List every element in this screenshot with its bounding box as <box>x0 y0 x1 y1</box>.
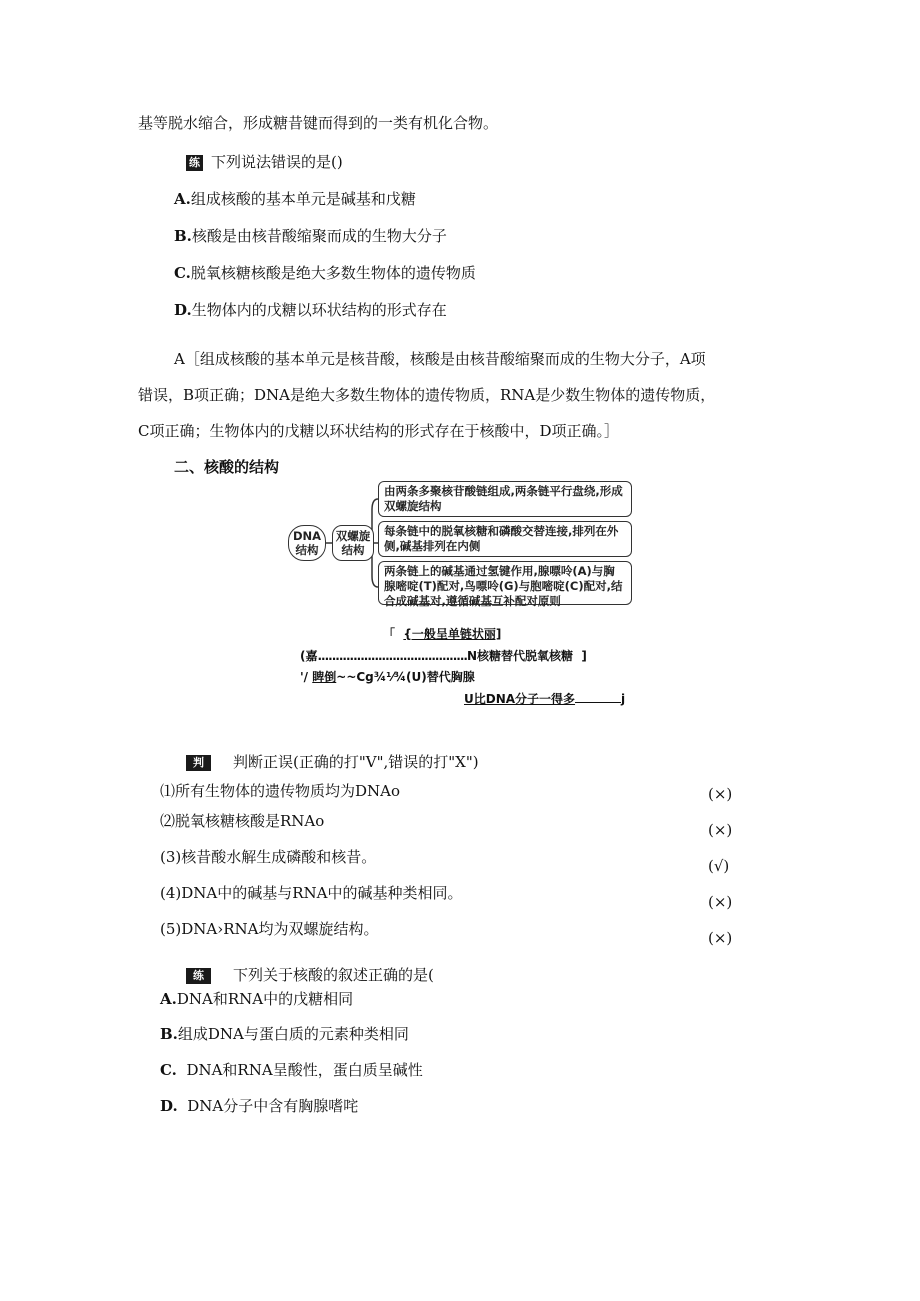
judge-mark-1: (×) <box>708 785 733 803</box>
garbled-line-3: '/ 睥倒~~Cg¾⅟¾(U)替代胸腺 <box>300 670 475 684</box>
question-text: 下列说法错误的是() <box>211 153 343 171</box>
judge-tag: 判 <box>186 755 211 771</box>
option-d: D.生物体内的戊糖以环状结构的形式存在 <box>174 301 447 319</box>
p2-option-a: A.DNA和RNA中的戊糖相同 <box>160 990 354 1008</box>
option-c: C.脱氧核糖核酸是绝大多数生物体的遗传物质 <box>174 264 476 282</box>
diagram-middle: 双螺旋 结构 <box>332 525 374 561</box>
p2-option-c: C. DNA和RNA呈酸性，蛋白质呈碱性 <box>160 1061 423 1079</box>
judge-mark-5: (×) <box>708 929 733 947</box>
answer-line-3: C项正确；生物体内的戊糖以环状结构的形式存在于核酸中，D项正确。］ <box>138 422 620 440</box>
p2-option-d: D. DNA分子中含有胸腺嗜咤 <box>160 1097 359 1115</box>
option-a: A.组成核酸的基本单元是碱基和戊糖 <box>174 190 416 208</box>
judge-item-5: (5)DNA›RNA均为双螺旋结构。 <box>160 920 379 938</box>
answer-line-1: A［组成核酸的基本单元是核昔酸，核酸是由核昔酸缩聚而成的生物大分子，A项 <box>174 350 706 368</box>
garbled-line-4: U比DNA分子一得多 j <box>464 692 626 706</box>
diagram-branch-3: 两条链上的碱基通过氢键作用,腺嘌呤(A)与胸腺嘧啶(T)配对,鸟嘌呤(G)与胞嘧啶(C)配对,结合成碱基对,遵循碱基互补配对原则 <box>378 561 632 605</box>
judge-mark-2: (×) <box>708 821 733 839</box>
judge-instruction: 判 判断正误(正确的打"V",错误的打"X") <box>186 752 479 772</box>
section-title: 二、核酸的结构 <box>174 458 280 476</box>
judge-mark-3: (√) <box>708 857 730 875</box>
practice-question-2: 练 下列关于核酸的叙述正确的是( <box>186 965 434 985</box>
answer-line-2: 错误，B项正确；DNA是绝大多数生物体的遗传物质，RNA是少数生物体的遗传物质， <box>138 386 716 404</box>
practice-tag: 练 <box>186 155 203 171</box>
practice-tag-2: 练 <box>186 968 211 984</box>
judge-mark-4: (×) <box>708 893 733 911</box>
judge-item-2: ⑵脱氧核糖核酸是RNAo <box>160 812 325 830</box>
practice-question-1 <box>186 152 343 172</box>
option-b: B.核酸是由核昔酸缩聚而成的生物大分子 <box>174 227 447 245</box>
diagram-root: DNA 结构 <box>288 525 326 561</box>
diagram-branch-1: 由两条多聚核苷酸链组成,两条链平行盘绕,形成双螺旋结构 <box>378 481 632 517</box>
diagram-branch-2: 每条链中的脱氧核糖和磷酸交替连接,排列在外侧,碱基排列在内侧 <box>378 521 632 557</box>
garbled-line-1: 「 {一般呈单链状丽] <box>383 627 502 641</box>
intro-line: 基等脱水缩合，形成糖昔键而得到的一类有机化合物。 <box>138 114 499 132</box>
garbled-line-2: (嘉..........................................N核糖替代脱氧核糖 ] <box>300 649 587 663</box>
judge-item-1: ⑴所有生物体的遗传物质均为DNAo <box>160 782 401 800</box>
judge-item-4: (4)DNA中的碱基与RNA中的碱基种类相同。 <box>160 884 463 902</box>
p2-option-b: B.组成DNA与蛋白质的元素种类相同 <box>160 1025 409 1043</box>
judge-item-3: (3)核昔酸水解生成磷酸和核昔。 <box>160 848 377 866</box>
